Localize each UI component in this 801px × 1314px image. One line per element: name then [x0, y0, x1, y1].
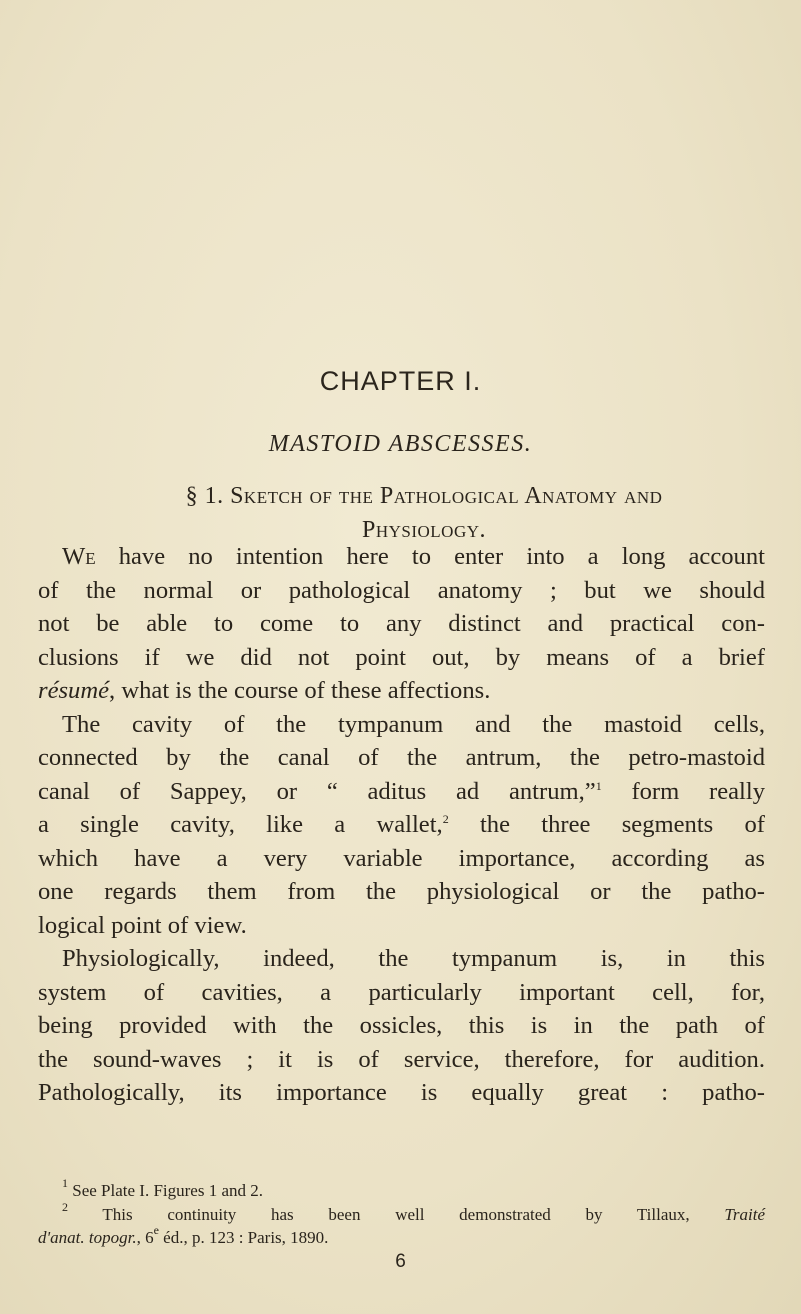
paragraph-1-line-5-text: , what is the course of these affections.	[109, 677, 491, 704]
paragraph-3-line: the sound-waves ; it is of service, therefore, for audition.	[38, 1045, 765, 1073]
paragraph-3-line: system of cavities, a particularly important cell, for,	[38, 978, 765, 1006]
paragraph-1-line: of the normal or pathological anatomy ; but we should	[38, 576, 765, 604]
paragraph-1-line: not be able to come to any distinct and practical con-	[38, 610, 765, 637]
paragraph-2-line: one regards them from the physiological or the patho-	[38, 878, 765, 905]
footnote-1	[38, 1176, 765, 1203]
section-heading	[110, 479, 738, 547]
paragraph-2-line	[38, 808, 765, 842]
paragraph-2-line	[38, 775, 765, 809]
paragraph-3-line: Pathologically, its importance is equally great : patho-	[38, 1079, 765, 1106]
footnote-2-text: This continuity has been well demonstrated by Tillaux,	[68, 1204, 725, 1224]
footnote-2	[38, 1199, 765, 1227]
section-heading-line-2: Physiology.	[361, 517, 486, 543]
footnote-ref-2[interactable]: 2	[442, 812, 449, 826]
paragraph-3-line: being provided with the ossicles, this is in the path of	[38, 1012, 765, 1039]
footnote-1-mark: 1	[62, 1176, 68, 1190]
page-number: 6	[395, 1251, 406, 1272]
section-heading-line-1: § 1. Sketch of the Pathological Anatomy and	[185, 483, 663, 509]
paragraph-2-line-4-text-a: a single cavity, like a wallet,	[38, 811, 443, 838]
footnote-2-continued	[38, 1223, 765, 1250]
paragraph-1-line	[38, 674, 765, 708]
footnote-2-italic-title: Traité	[724, 1204, 765, 1224]
footnote-ref-1[interactable]: 1	[595, 778, 602, 793]
paragraph-1-first-word: We	[62, 543, 96, 570]
footnote-2-mark: 2	[62, 1199, 68, 1214]
paragraph-1-line-1-text: have no intention here to enter into a long account	[95, 543, 765, 570]
footnote-1-text: See Plate I. Figures 1 and 2.	[68, 1181, 263, 1200]
footnote-2-edition: , 6	[136, 1228, 154, 1247]
paragraph-1-line	[38, 540, 765, 574]
footnote-2-italic-abbrev: d'anat. topogr.	[38, 1228, 137, 1247]
paragraph-2-line: logical point of view.	[38, 911, 247, 939]
paragraph-2-line: connected by the canal of the antrum, the petro-mastoid	[38, 744, 765, 771]
paragraph-2-line-3-text-b: form really	[601, 777, 765, 805]
chapter-heading: CHAPTER I.	[319, 366, 482, 396]
paragraph-2-line-3-text-a: canal of Sappey, or “ aditus ad antrum,”	[38, 777, 596, 805]
italic-term: résumé	[38, 677, 110, 704]
paragraph-2-line: The cavity of the tympanum and the mastoid cells,	[62, 710, 765, 738]
paragraph-1-line: clusions if we did not point out, by means of a brief	[38, 643, 765, 671]
chapter-title: MASTOID ABSCESSES.	[268, 431, 533, 457]
paragraph-2-line-4-text-b: the three segments of	[448, 811, 765, 838]
footnote-2-end: éd., p. 123 : Paris, 1890.	[158, 1228, 329, 1247]
body-text	[38, 540, 765, 1110]
footnotes	[38, 1176, 765, 1250]
paragraph-3-line: Physiologically, indeed, the tympanum is, in this	[62, 945, 765, 972]
footnote-2-edition-sup: e	[153, 1223, 159, 1237]
paragraph-2-line: which have a very variable importance, according as	[38, 844, 765, 872]
